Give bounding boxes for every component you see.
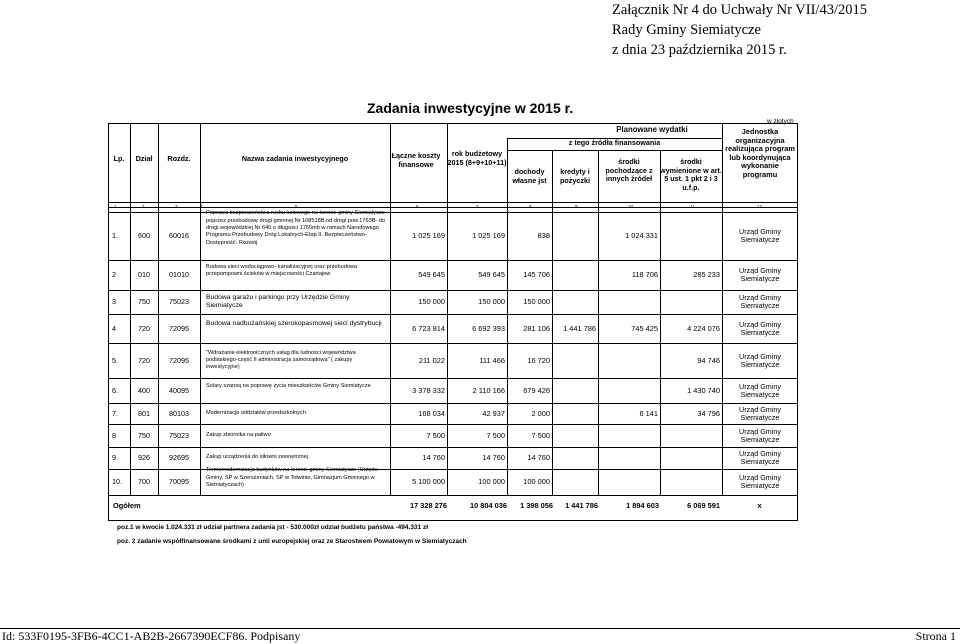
row-rozdz: 75023 [169,297,189,306]
footer-page-number: Strona 1 [915,629,956,643]
header-lp: Lp. [113,154,125,163]
row-nazwa: Modernizacja oddziałów przedszkolnych [206,409,306,416]
row-rozdz: 70095 [169,477,189,486]
row-srodki-inne: 118 706 [631,270,658,279]
row-lp: 5. [112,355,118,365]
grid-hline [507,150,722,151]
header-kredyty: kredyty i pożyczki [560,167,590,185]
row-lp: 7. [112,408,118,418]
row-nazwa: Poprawa bezpieczeństwa ruchu kołowego na terenie gminy Siemiatycze poprzez przebudowę drogi gminnej Nr 108518B,od drogi pow.1763B- do drogi wojewódzkiej Nr 640 o długości 1765mb w ramach Narodowego Programu Przebudowy Dróg Lokalnych-Etap II. Bezpieczeństwo-Dostępność- Rozwój [206,210,386,246]
grid-vline [660,150,661,495]
total-koszty: 17 328 276 [410,501,447,510]
row-jednostka: Urząd Gminy Siemiatycze [739,266,781,284]
total-kredyty: 1 441 786 [565,501,598,510]
row-rozdz: 92695 [169,453,189,462]
header-dochody: dochody własne jst [512,167,547,185]
row-jednostka: Urząd Gminy Siemiatycze [739,293,781,311]
row-dochody: 7 500 [531,430,550,440]
grid-hline [108,495,797,496]
grid-hline [108,260,797,261]
row-koszty: 549 645 [418,270,445,279]
row-dochody: 150 000 [523,297,550,306]
row-dzial: 750 [138,430,150,440]
colnum-3: 3 [175,204,178,209]
row-budzet: 14 760 [482,453,505,462]
row-dochody: 281 106 [523,323,550,333]
row-koszty: 211 022 [418,355,445,365]
grid-hline [108,343,797,344]
header-planowane: Planowane wydatki [616,125,688,134]
row-budzet: 150 000 [478,297,505,306]
grid-vline [200,123,201,495]
row-jednostka: Urząd Gminy Siemiatycze [739,319,781,337]
row-srodki-wym: 34 796 [697,408,720,418]
row-koszty: 1 025 169 [412,231,445,240]
row-lp: 10. [112,477,122,486]
header-jednostka: Jednostka organizacyjna realizująca program lub koordynująca wykonanie programu [725,127,795,179]
unit-label: w złotych [767,118,794,125]
row-dochody: 100 000 [523,477,550,486]
header-attachment-line: Załącznik Nr 4 do Uchwały Nr VII/43/2015 [611,2,867,18]
row-dzial: 600 [138,231,150,240]
row-dochody: 145 706 [523,270,550,279]
row-lp: 9. [112,453,118,462]
colnum-11: 11 [690,204,695,209]
row-dzial: 720 [138,323,150,333]
row-budzet: 2 110 166 [472,385,505,395]
row-nazwa: Budowa sieci wodociągowo- kanalizacyjnej oraz przebudowa przepompowni ścieków w miejscowości Czartajew [206,264,358,278]
header-z-tego: z tego źródła finansowania [568,138,661,147]
row-jednostka: Urząd Gminy Siemiatycze [739,404,781,422]
row-rozdz: 40095 [169,385,189,395]
total-jednostka: x [757,501,762,510]
grid-hline [108,290,797,291]
row-dzial: 010 [138,270,150,279]
row-rozdz: 72095 [169,323,189,333]
row-koszty: 150 000 [418,297,445,306]
row-nazwa: Solary szansą na poprawę życia mieszkańców Gminy Siemiatycze [206,383,371,390]
total-srodki-wym: 6 069 591 [687,501,720,510]
row-dzial: 720 [138,355,150,365]
table-title: Zadania inwestycyjne w 2015 r. [367,100,574,116]
row-kredyty: 1 441 786 [563,323,596,333]
note-2: poz. 2 zadanie współfinansowane środkami z unii europejskiej oraz ze Starostwem Powiatowym w Siemiatyczach [117,538,467,545]
grid-vline [598,150,599,495]
row-lp: 2 [112,270,116,279]
row-dzial: 801 [138,408,150,418]
row-koszty: 7 500 [426,430,445,440]
row-dzial: 700 [138,477,150,486]
row-lp: 8 [112,430,116,440]
total-label: Ogółem [113,501,141,510]
row-srodki-inne: 745 425 [631,323,658,333]
row-rozdz: 60016 [169,231,189,240]
row-budzet: 549 645 [478,270,505,279]
row-nazwa: Termomodernizacja budynków na terenie gminy Siemiatycze (Urzędu Gminy, SP w Szerszeniach, SP w Tołwinie, Gimnazjum Gminnego w Siemiatyczach) [206,467,378,488]
colnum-5: 5 [295,204,298,209]
colnum-9: 9 [575,204,578,209]
row-dochody: 14 760 [527,453,550,462]
total-srodki-inne: 1 894 603 [626,501,659,510]
row-jednostka: Urząd Gminy Siemiatycze [739,426,781,444]
row-dochody: 2 000 [531,408,550,418]
grid-vline [722,123,723,495]
grid-hline [108,202,797,203]
row-koszty: 6 723 814 [412,323,445,333]
row-koszty: 168 034 [418,408,445,418]
row-srodki-inne: 1 024 331 [625,231,658,240]
colnum-2: 2 [142,204,145,209]
row-rozdz: 75023 [169,430,189,440]
grid-hline [108,403,797,404]
row-nazwa: Zakup zbiornika na paliwo [206,431,271,438]
row-dzial: 750 [138,297,150,306]
header-budzet: rok budżetowy 2015 (8+9+10+11) [447,149,507,167]
document-header [612,0,867,60]
row-dochody: 838 [537,231,550,240]
colnum-1: 1 [114,204,117,209]
row-nazwa: "Wdrażanie elektronicznych usług dla ludności województwa podlaskiego-część II administracja samorządowa" ( zakupy inwestycyjne) [206,349,356,371]
grid-vline [507,138,508,495]
colnum-12: 12 [757,204,763,209]
row-budzet: 7 500 [486,430,505,440]
row-nazwa: Zakup urządzenia do siłowni zewnętrznej [206,454,308,461]
row-lp: 4 [112,323,116,333]
colnum-7: 7 [476,204,479,209]
row-rozdz: 01010 [169,270,189,279]
row-nazwa: Budowa nadbużańskiej szerokopasmowej sieci dystrybucji [206,320,382,328]
row-jednostka: Urząd Gminy Siemiatycze [739,227,781,245]
row-jednostka: Urząd Gminy Siemiatycze [739,351,781,369]
row-budzet: 6 692 393 [472,323,505,333]
row-budzet: 100 000 [478,477,505,486]
total-dochody: 1 398 056 [520,501,553,510]
row-koszty: 14 760 [422,453,445,462]
grid-vline [552,150,553,495]
grid-hline [108,378,797,379]
row-budzet: 111 466 [479,355,505,365]
row-koszty: 3 378 332 [412,385,445,395]
row-koszty: 5 100 000 [412,477,445,486]
row-dochody: 679 426 [523,385,550,395]
header-srodki-wym: środki wymienione w art. 5 ust. 1 pkt 2 i 3 u.f.p. [660,157,722,192]
row-lp: 1. [112,231,118,240]
total-budzet: 10 804 036 [470,501,507,510]
row-lp: 6. [112,385,118,395]
header-rozdz: Rozdz. [167,154,191,163]
row-budzet: 42 937 [482,408,505,418]
row-jednostka: Urząd Gminy Siemiatycze [739,449,781,467]
row-rozdz: 80103 [169,408,189,418]
header-nazwa: Nazwa zadania inwestycyjnego [241,154,349,163]
note-1: poz.1 w kwocie 1.024.331 zł udział partnera zadania jst - 530.000zł udział budżetu państwa -494.331 zł [117,524,429,531]
row-dochody: 16 720 [527,355,550,365]
colnum-6: 6 [416,204,419,209]
row-jednostka: Urząd Gminy Siemiatycze [739,381,781,399]
row-lp: 3 [112,297,116,306]
row-budzet: 1 025 169 [472,231,505,240]
row-srodki-wym: 1 430 740 [687,385,720,395]
row-jednostka: Urząd Gminy Siemiatycze [739,473,781,491]
colnum-4: 4 [200,204,203,209]
row-srodki-inne: 6 141 [639,408,658,418]
row-nazwa: Budowa garażu i parkingu przy Urzędzie Gminy Siemiatycze [206,293,350,309]
header-date-line: z dnia 23 października 2015 r. [611,42,787,58]
row-dzial: 926 [138,453,150,462]
grid-hline [108,424,797,425]
header-council-line: Rady Gminy Siemiatycze [611,22,761,38]
header-koszty: Łączne koszty finansowe [391,151,441,169]
grid-hline [108,447,797,448]
colnum-10: 10 [628,204,634,209]
grid-hline [108,314,797,315]
colnum-8: 8 [529,204,532,209]
row-srodki-wym: 4 224 076 [687,323,720,333]
row-dzial: 400 [138,385,150,395]
footer-document-id: Id: 533F0195-3FB6-4CC1-AB2B-2667390ECF86. Podpisany [2,629,301,643]
row-srodki-wym: 94 746 [697,355,720,365]
row-srodki-wym: 285 233 [693,270,720,279]
header-srodki-inne: środki pochodzące z innych źródeł [605,157,653,184]
row-rozdz: 72095 [169,355,189,365]
header-dzial: Dział [135,154,153,163]
